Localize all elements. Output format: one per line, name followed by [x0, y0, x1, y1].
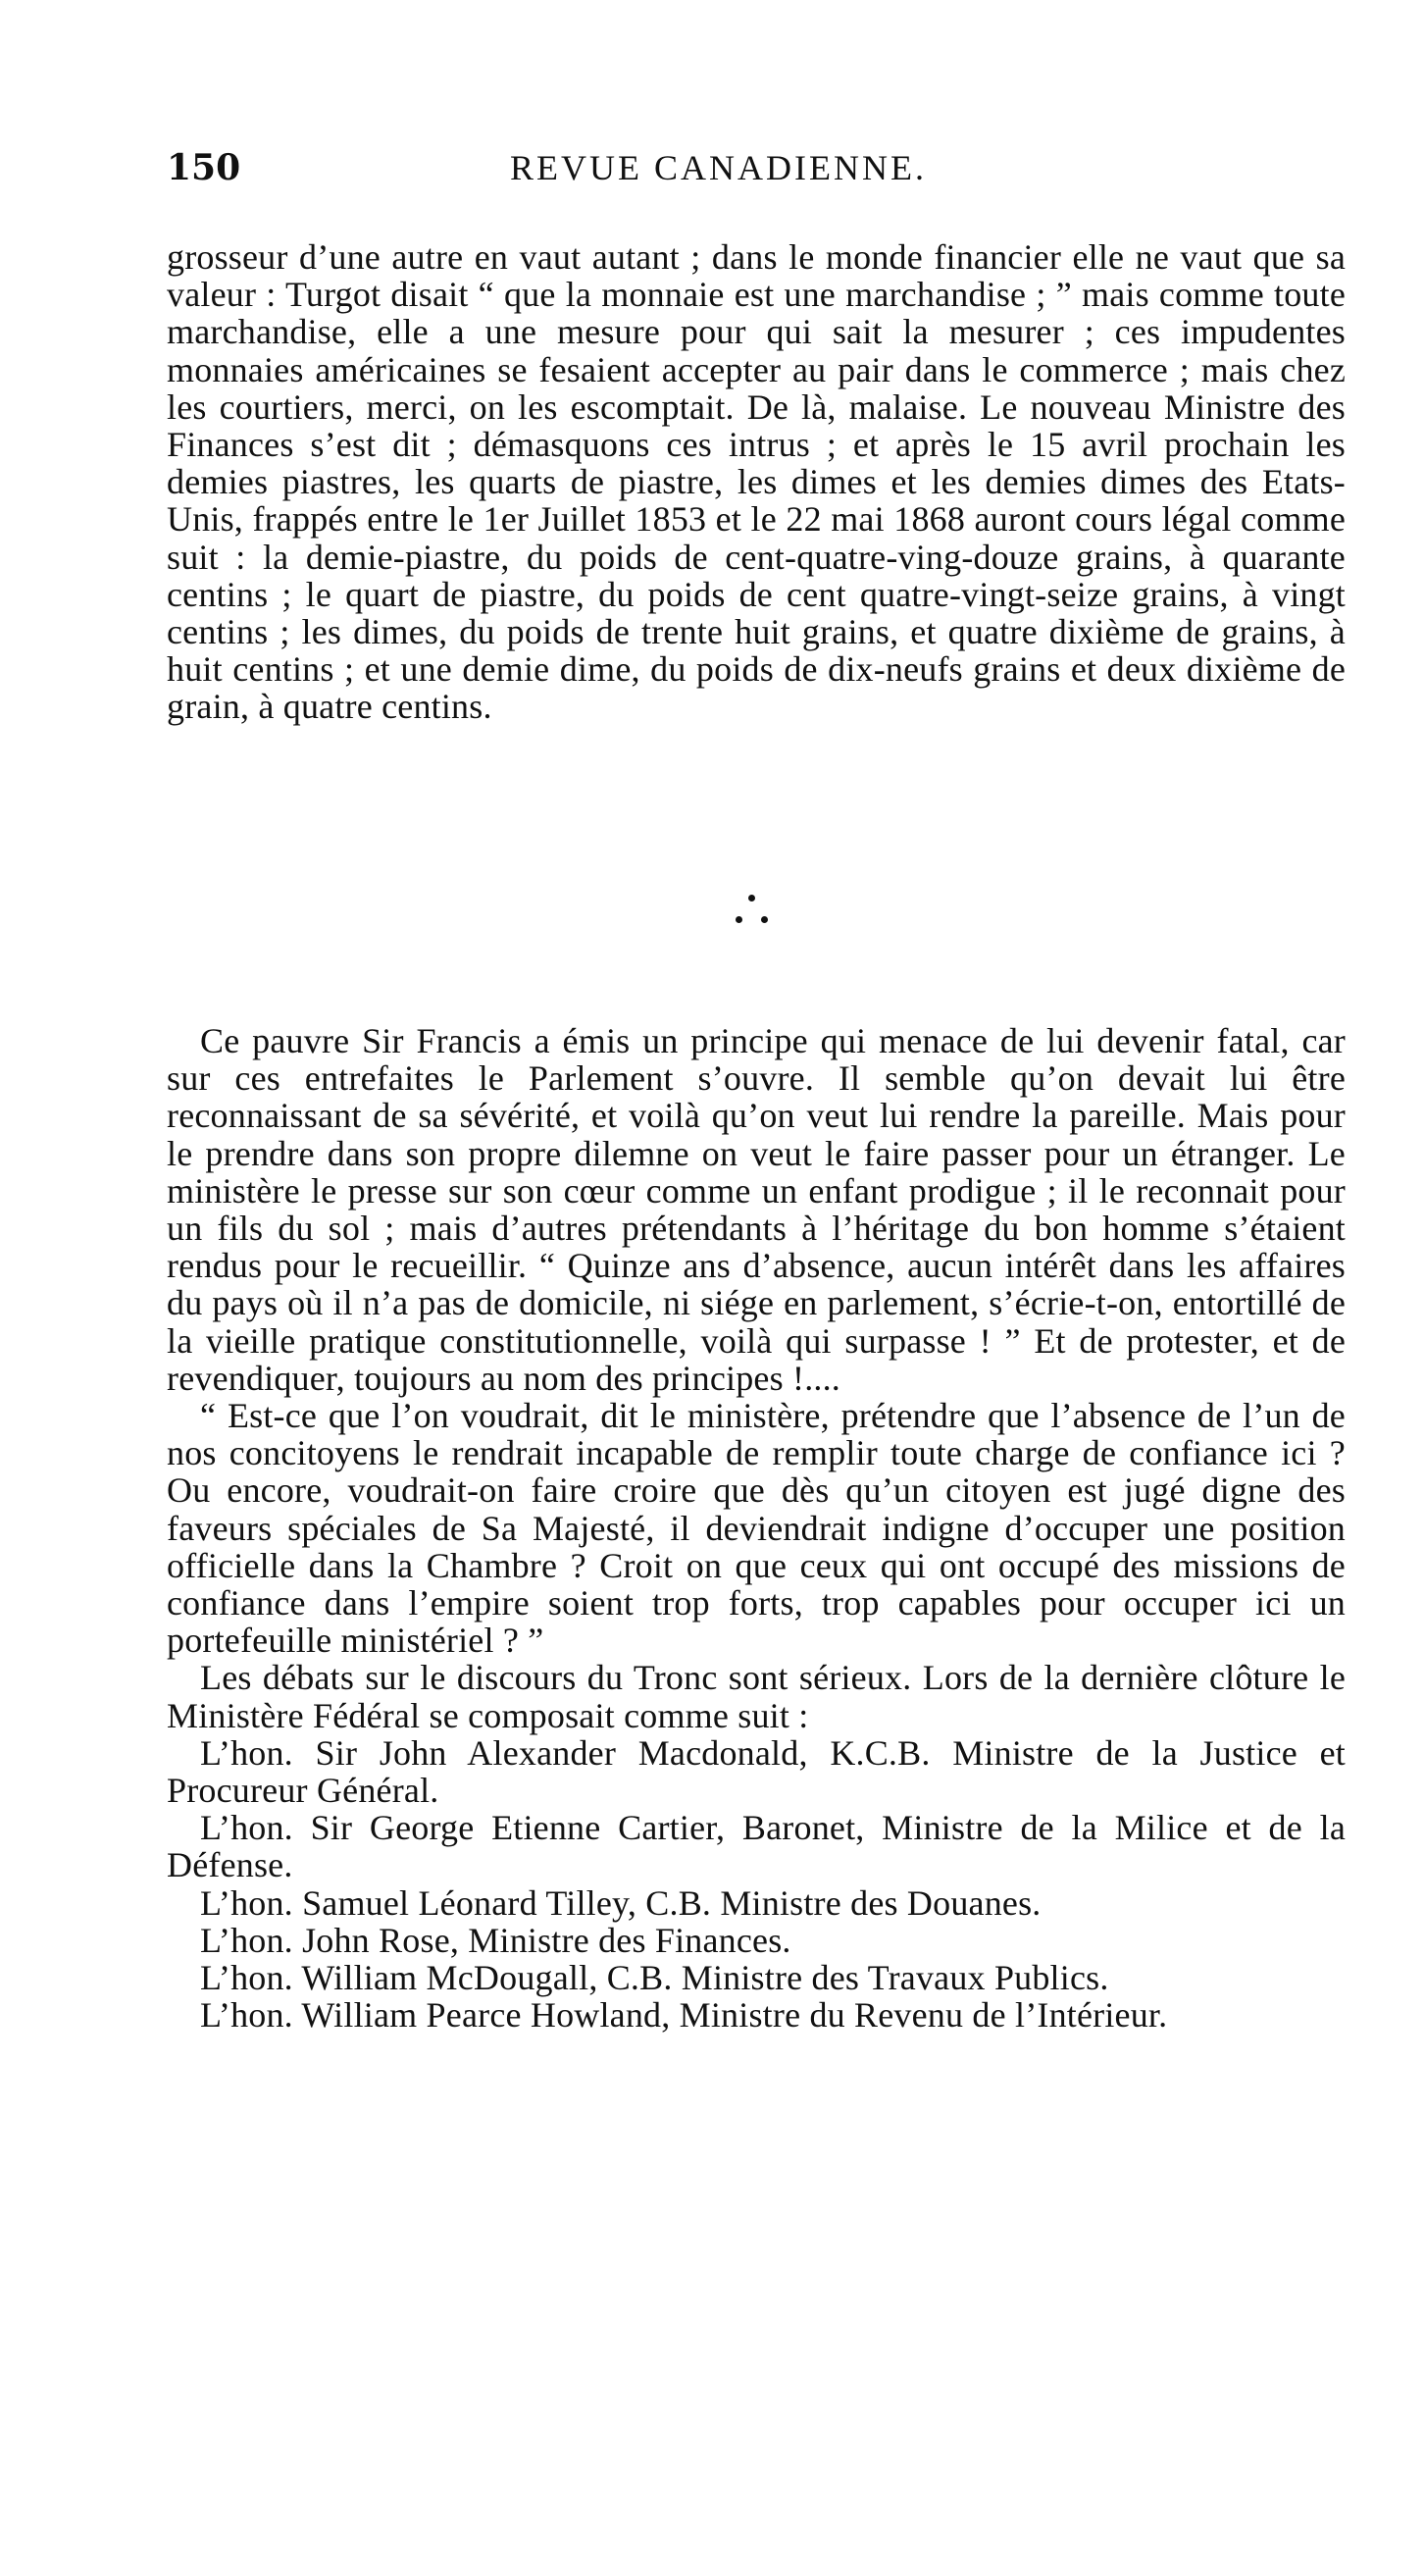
paragraph: grosseur d’une autre en vaut autant ; dans le monde financier elle ne vaut que sa valeur : Turgot disait “ que la monnaie est une marchandise ; ” mais comme toute marchandise, elle a une mesure pour qui sait la mesurer ; ces impudentes monnaies américaines se fesaient accepter au pair dans le commerce ; mais chez les courtiers, merci, on les escomptait. De là, malaise. Le nouveau Ministre des Finances s’est dit ; démasquons ces intrus ; et après le 15 avril prochain les demies piastres, les quarts de piastre, les dimes et les demies dimes des Etats-Unis, frappés entre le 1er Juillet 1853 et le 22 mai 1868 auront cours légal comme suit : la demie-piastre, du poids de cent-quatre-ving-douze grains, à quarante centins ; le quart de piastre, du poids de cent quatre-vingt-seize grains, à vingt centins ; les dimes, du poids de trente huit grains, et quatre dixième de grains, à huit centins ; et une demie dime, du poids de dix-neufs grains et deux dixième de grain, à quatre centins. [167, 237, 1346, 727]
paragraph: Ce pauvre Sir Francis a émis un principe qui menace de lui devenir fatal, car sur ces entrefaites le Parlement s’ouvre. Il semble qu’on devait lui être reconnaissant de sa sévérité, et voilà qu’on veut lui rendre la pareille. Mais pour le prendre dans son propre dilemne on veut le faire passer pour un étranger. Le ministère le presse sur son cœur comme un enfant prodigue ; il le reconnait pour un fils du sol ; mais d’autres prétendants à l’héritage du bon homme s’étaient rendus pour le recueillir. “ Quinze ans d’absence, aucun intérêt dans les affaires du pays où il n’a pas de domicile, ni siége en parlement, s’écrie-t-on, entortillé de la vieille pratique constitutionnelle, voilà qui surpasse ! ” Et de protester, et de revendiquer, toujours au nom des principes !.... [167, 1021, 1346, 1398]
minister-entry: L’hon. William Pearce Howland, Ministre du Revenu de l’Intérieur. [200, 1995, 1168, 2035]
section-divider-asterism [726, 885, 785, 934]
text-section-2 [167, 1022, 1346, 2034]
page-number: 150 [167, 147, 241, 188]
running-title: REVUE CANADIENNE. [510, 148, 927, 187]
minister-entry: L’hon. John Rose, Ministre des Finances. [200, 1920, 791, 1960]
minister-entry: L’hon. Samuel Léonard Tilley, C.B. Ministre des Douanes. [200, 1882, 1042, 1923]
asterisk-mark [748, 895, 755, 902]
asterisk-mark [761, 916, 768, 923]
minister-entry: L’hon. William McDougall, C.B. Ministre des Travaux Publics. [200, 1958, 1109, 1998]
paragraph: “ Est-ce que l’on voudrait, dit le ministère, prétendre que l’absence de l’un de nos concitoyens le rendrait incapable de remplir toute charge de confiance ici ? Ou encore, voudrait-on faire croire que dès qu’un citoyen est jugé digne des faveurs spéciales de Sa Majesté, il deviendrait indigne d’occuper une position officielle dans la Chambre ? Croit on que ceux qui ont occupé des missions de confiance dans l’empire soient trop forts, trop capables pour occuper ici un portefeuille ministériel ? ” [167, 1396, 1346, 1661]
page-header [167, 147, 1353, 196]
minister-entry: L’hon. Sir George Etienne Cartier, Baronet, Ministre de la Milice et de la Défense. [167, 1808, 1346, 1885]
paragraph: Les débats sur le discours du Tronc sont sérieux. Lors de la dernière clôture le Ministère Fédéral se composait comme suit : [167, 1658, 1346, 1735]
minister-entry: L’hon. Sir John Alexander Macdonald, K.C.B. Ministre de la Justice et Procureur Général. [167, 1732, 1346, 1811]
text-section-1 [167, 238, 1346, 726]
asterisk-mark [736, 916, 742, 923]
